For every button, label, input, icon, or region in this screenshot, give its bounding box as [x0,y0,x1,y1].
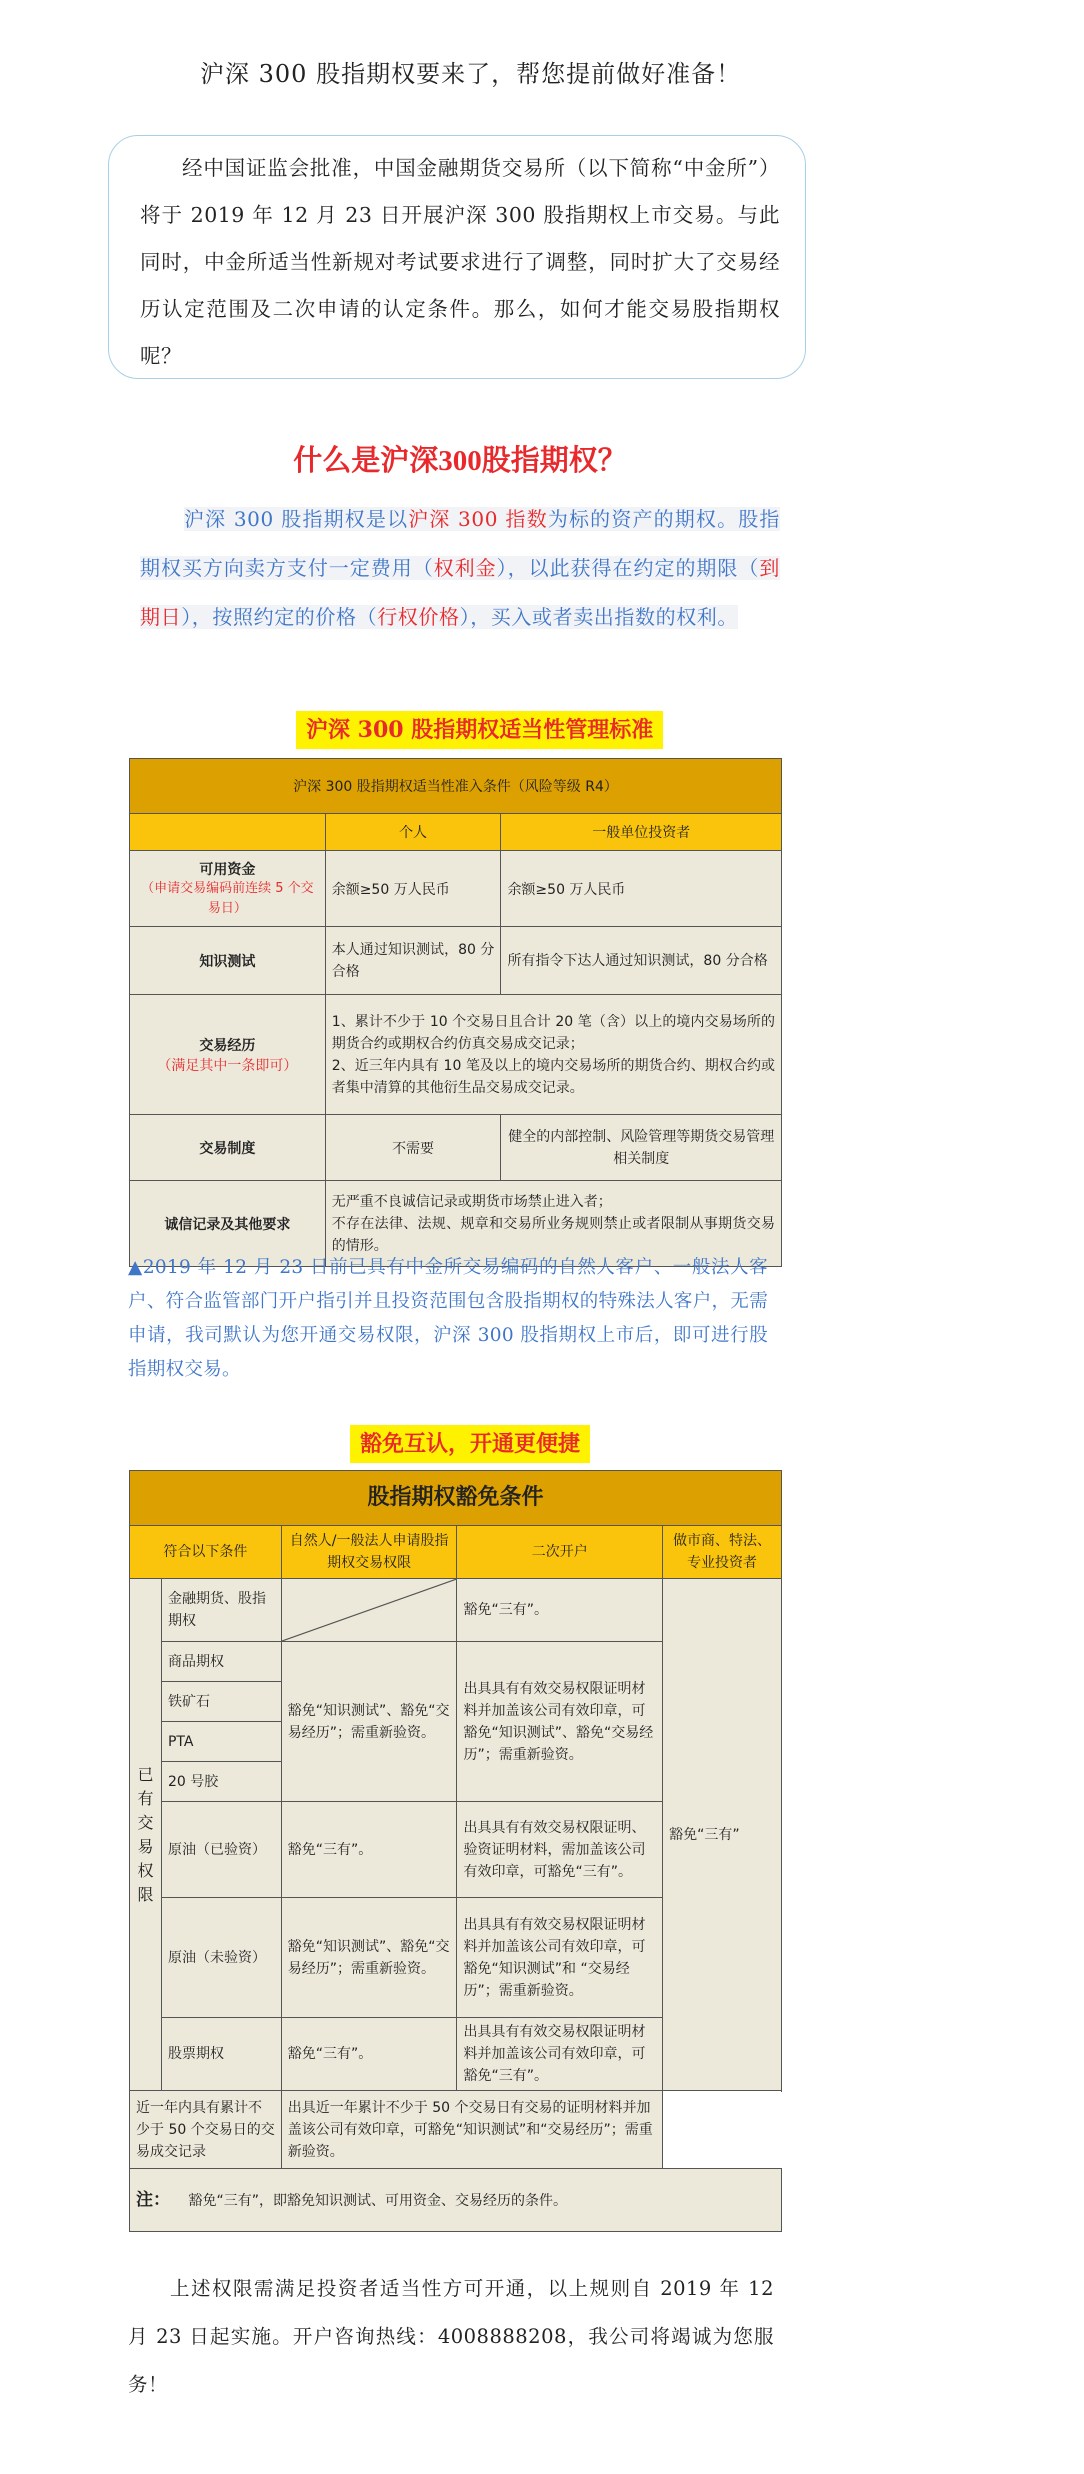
system-institution: 健全的内部控制、风险管理等期货交易管理相关制度 [501,1115,782,1181]
header-individual: 个人 [325,814,501,851]
commodity-apply: 豁免“知识测试”、豁免“交易经历”；需重新验资。 [281,1642,457,1802]
section-definition-paragraph [140,495,780,642]
cond-oil-unverified: 原油（未验资） [161,1898,281,2018]
cond-commodity-options: 商品期权 [161,1642,281,1682]
exemption-table-title: 股指期权豁免条件 [130,1471,782,1526]
default-access-note: ▲2019 年 12 月 23 日前已具有中金所交易编码的自然人客户、一般法人客户、符合监管部门开户指引并且投资范围包含股指期权的特殊法人客户，无需申请，我司默认为您开通交易权限，沪深 300 股指期权上市后，即可进行股指期权交易。 [128,1257,768,1380]
def-text-2: 为标的资产的期权。股指期权买方向卖方支付一定费用（ [140,507,780,580]
closing-paragraph: 上述权限需满足投资者适当性方可开通，以上规则自 2019 年 12 月 23 日起实施。开户咨询热线：4008888208，我公司将竭诚为您服务！ [128,2277,774,2396]
oil-unverified-apply: 豁免“知识测试”、豁免“交易经历”；需重新验资。 [281,1898,457,2018]
professional-exemption: 豁免“三有” [663,1579,782,2091]
cond-finance-futures: 金融期货、股指期权 [161,1579,281,1642]
header-conditions: 符合以下条件 [130,1526,282,1579]
def-text-4: ），按照约定的价格（ [181,605,378,629]
def-text-1: 沪深 300 股指期权是以 [184,507,409,531]
diagonal-empty-cell [281,1579,457,1642]
experience-note: （满足其中一条即可） [157,1057,298,1074]
intro-paragraph: 经中国证监会批准，中国金融期货交易所（以下简称“中金所”）将于 2019 年 12 月 23 日开展沪深 300 股指期权上市交易。与此同时，中金所适当性新规对考试要求进行了调整，同时扩大了交易经历认定范围及二次申请的认定条件。那么，如何才能交易股指期权呢？ [140,156,780,368]
system-label: 交易制度 [130,1115,326,1181]
header-apply: 自然人/一般法人申请股指期权交易权限 [281,1526,457,1579]
cond-oil-verified: 原油（已验资） [161,1802,281,1898]
cond-pta: PTA [161,1722,281,1762]
credit-item-1: 无严重不良诚信记录或期货市场禁止进入者； [331,1193,612,1210]
def-text-5: ），买入或者卖出指数的权利。 [459,605,739,629]
banner-mutual-exemption: 豁免互认，开通更便捷 [350,1425,590,1463]
group-existing-access: 已有交易权限 [130,1579,162,2091]
row-funds-label [130,851,326,927]
cond-iron-ore: 铁矿石 [161,1682,281,1722]
stock-second-account: 出具具有有效交易权限证明材料并加盖该公司有效印章，可豁免“三有”。 [457,2018,663,2091]
header-empty [130,814,326,851]
knowledge-individual: 本人通过知识测试，80 分合格 [325,927,501,995]
def-highlight-expiry: 到期日 [140,556,780,629]
system-individual: 不需要 [325,1115,501,1181]
last-year-trades-value: 出具近一年累计不少于 50 个交易日有交易的证明材料并加盖该公司有效印章，可豁免“知识测试”和“交易经历”；需重新验资。 [281,2091,662,2169]
finance-second-account: 豁免“三有”。 [457,1579,663,1642]
cond-stock-options: 股票期权 [161,2018,281,2091]
page-headline: 沪深 300 股指期权要来了，帮您提前做好准备！ [200,60,742,88]
header-professional: 做市商、特法、专业投资者 [663,1526,782,1579]
credit-label: 诚信记录及其他要求 [130,1181,326,1267]
stock-apply: 豁免“三有”。 [281,2018,457,2091]
header-institution: 一般单位投资者 [501,814,782,851]
note-label: 注： [136,2189,170,2210]
exemption-table-note [130,2169,782,2232]
credit-item-2: 不存在法律、法规、规章和交易所业务规则禁止或者限制从事期货交易的情形。 [331,1215,775,1254]
experience-item-2: 2、近三年内具有 10 笔及以上的境内交易场所的期货合约、期权合约或者集中清算的其他衍生品交易成交记录。 [331,1057,775,1096]
oil-verified-second-account: 出具具有有效交易权限证明、验资证明材料，需加盖该公司有效印章，可豁免“三有”。 [457,1802,663,1898]
cond-rubber-20: 20 号胶 [161,1762,281,1802]
diagonal-line [282,1579,457,1641]
funds-label: 可用资金 [199,861,256,878]
suitability-table-header: 沪深 300 股指期权适当性准入条件（风险等级 R4） [130,759,782,814]
commodity-second-account: 出具具有有效交易权限证明材料并加盖该公司有效印章，可豁免“知识测试”、豁免“交易经历”；需重新验资。 [457,1642,663,1802]
banner-suitability-standard: 沪深 300 股指期权适当性管理标准 [296,711,663,749]
funds-note: （申请交易编码前连续 5 个交易日） [141,880,314,916]
funds-institution: 余额≥50 万人民币 [501,851,782,927]
header-second-account: 二次开户 [457,1526,663,1579]
row-experience-label [130,995,326,1115]
knowledge-label: 知识测试 [130,927,326,995]
exemption-table [129,1470,782,2232]
oil-verified-apply: 豁免“三有”。 [281,1802,457,1898]
experience-requirements [325,995,781,1115]
experience-label: 交易经历 [199,1037,256,1054]
knowledge-institution: 所有指令下达人通过知识测试，80 分合格 [501,927,782,995]
oil-unverified-second-account: 出具具有有效交易权限证明材料并加盖该公司有效印章，可豁免“知识测试”和 “交易经历”；需重新验资。 [457,1898,663,2018]
experience-item-1: 1、累计不少于 10 个交易日且合计 20 笔（含）以上的境内交易场所的期货合约或期权合约仿真交易成交记录； [331,1013,775,1052]
suitability-table [129,758,782,1267]
cond-last-year-trades: 近一年内具有累计不少于 50 个交易日的交易成交记录 [130,2091,282,2169]
note-text: 豁免“三有”，即豁免知识测试、可用资金、交易经历的条件。 [188,2192,567,2209]
section-title-what-is: 什么是沪深300股指期权？ [293,445,627,477]
def-highlight-index: 沪深 300 指数 [408,507,548,531]
def-text-3: ），以此获得在约定的期限（ [496,556,760,580]
def-highlight-premium: 权利金 [433,556,497,580]
funds-individual: 余额≥50 万人民币 [325,851,501,927]
def-highlight-strike: 行权价格 [377,605,460,629]
